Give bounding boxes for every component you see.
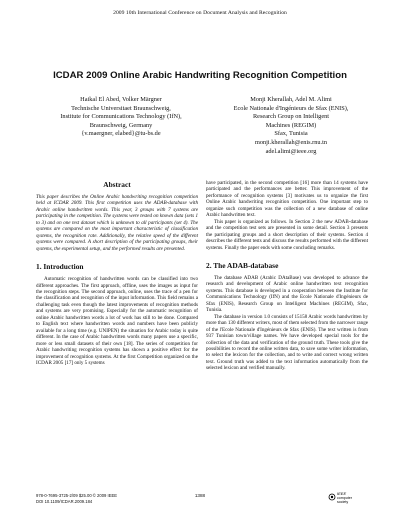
body-paragraph: The database in version 1.0 consists of 15158 Arabic words handwritten by more than 130 different writers, most of them selected from the narrower range of the l'Ecole Nationale d'Ingénieurs de Sfax (ENIS). The text written is from 937 Tunisian town/village names. We have developed special tools for the collection of the data and verification of the ground truth. These tools give the possibilities to record the online written data, to save some writer information, to select the lexicon for the collection, and to write and correct wrong written text. Ground truth was added to the text information automatically from the selected lexicon and verified manually.: [206, 313, 368, 372]
body-paragraph: This paper is organized as follows. In Section 2 the new ADAB-database and the competition test sets are presented in some detail. Section 3 presents the participating groups and a short description of their systems. Section 4 describes the different tests and discuss the results performed with the different systems. Finally the paper ends with some concluding remarks.: [206, 218, 368, 251]
left-column: [36, 180, 198, 366]
page-number: 1388: [194, 493, 206, 498]
footer-copyright: [36, 493, 117, 504]
author-line: Braunschweig, Germany: [89, 121, 153, 129]
author-line: Monji Kherallah, Adel M. Alimi: [250, 96, 332, 103]
author-line: Institute for Communications Technology (IfN),: [60, 113, 182, 121]
conference-header: 2009 10th International Conference on Document Analysis and Recognition: [113, 10, 287, 16]
author-line: Sfax, Tunisia: [274, 130, 308, 138]
svg-text:computer: computer: [337, 496, 352, 500]
section-heading-adab-database: 2. The ADAB-database: [206, 260, 279, 270]
author-line: Technische Universitaet Braunschweig,: [71, 104, 171, 112]
author-line: Haikal El Abed, Volker Märgner: [80, 96, 162, 103]
author-email: {v.maergner, elabed}@tu-bs.de: [81, 130, 161, 138]
introduction-paragraph: Automatic recognition of handwritten words can be classified into two different approaches. The first approach, offline, uses the images as input for the recognition steps. The second approach, online, uses the trace of a pen for the classification and recognition of the input information. This field remains a challenging task even though the latest improvements of recognition methods and systems are very promising. Especially for the automatic recognition of online Arabic handwritten words a lot of work has still to be done. Compared to English text where handwritten words and numbers have been publicly available for a long time (e.g. UNIPEN) the situation for Arabic today is quite different. In the case of Arabic handwritten words many papers use a specific, more or less small datasets of their own [18]. The series of competition for Arabic handwriting recognition systems has shown a positive effect for the improvement of recognition systems. At the first Competition organized on the ICDAR 2005 [17] only 5 systems: [36, 276, 198, 366]
svg-text:society: society: [337, 500, 349, 504]
abstract-heading: Abstract: [103, 180, 131, 189]
author-line: Machines (REGIM): [265, 121, 317, 129]
footer-isbn: 978-0-7695-3725-2/09 $25.00 © 2009 IEEE: [36, 493, 118, 498]
footer-doi: DOI 10.1109/ICDAR.2009.184: [36, 498, 93, 504]
section-heading-introduction: 1. Introduction: [36, 262, 84, 272]
authors-left-block: [46, 96, 196, 139]
right-column: [206, 180, 368, 372]
computer-society-logo-icon: [328, 488, 364, 506]
author-email: monji.kherallah@enis.rnu.tn: [254, 138, 328, 146]
paper-title: ICDAR 2009 Online Arabic Handwriting Recognition Competition: [53, 70, 347, 81]
body-paragraph: have participated, in the second competition [16] more than 14 systems have participated and the performances are better. This improvement of the performance of recognition systems [3] motivates us to organize the first Online Arabic handwriting recognition competition. One important step to organize such competition was the collection of a new database of online Arabic handwritten text.: [206, 180, 368, 219]
svg-text:IEEE: IEEE: [337, 491, 347, 496]
abstract-text: This paper describes the Online Arabic handwriting recognition competition held at ICDAR 2009. This first competition uses the ADAB-database with Arabic online handwritten words. This year, 3 groups with 7 systems are participating in the competition. The systems were tested on known data (sets 1 to 3) and on one test dataset which is unknown to all participants (set 4). The systems are compared on the most important characteristic of classification systems, the recognition rate. Additionally, the relative speed of the different systems were compared. A short description of the participating groups, their systems, the experimental setup, and the performed results are presented.: [36, 194, 198, 252]
author-email: adel.alimi@ieee.org: [265, 147, 317, 155]
authors-right-block: [216, 96, 366, 156]
author-line: Ecole Nationale d'Ingénieurs de Sfax (ENIS),: [233, 104, 349, 112]
body-paragraph: The database ADAB (Arabic DAtaBase) was developed to advance the research and development of Arabic online handwritten text recognition systems. This database is developed in a cooperation between the Institute for Communications Technology (IfN) and the Ecole Nationale d'Ingénieurs de Sfax (ENIS), Research Group on Intelligent Machines (REGIM), Sfax, Tunisia.: [206, 274, 368, 314]
author-line: Research Group on Intelligent: [252, 113, 330, 121]
